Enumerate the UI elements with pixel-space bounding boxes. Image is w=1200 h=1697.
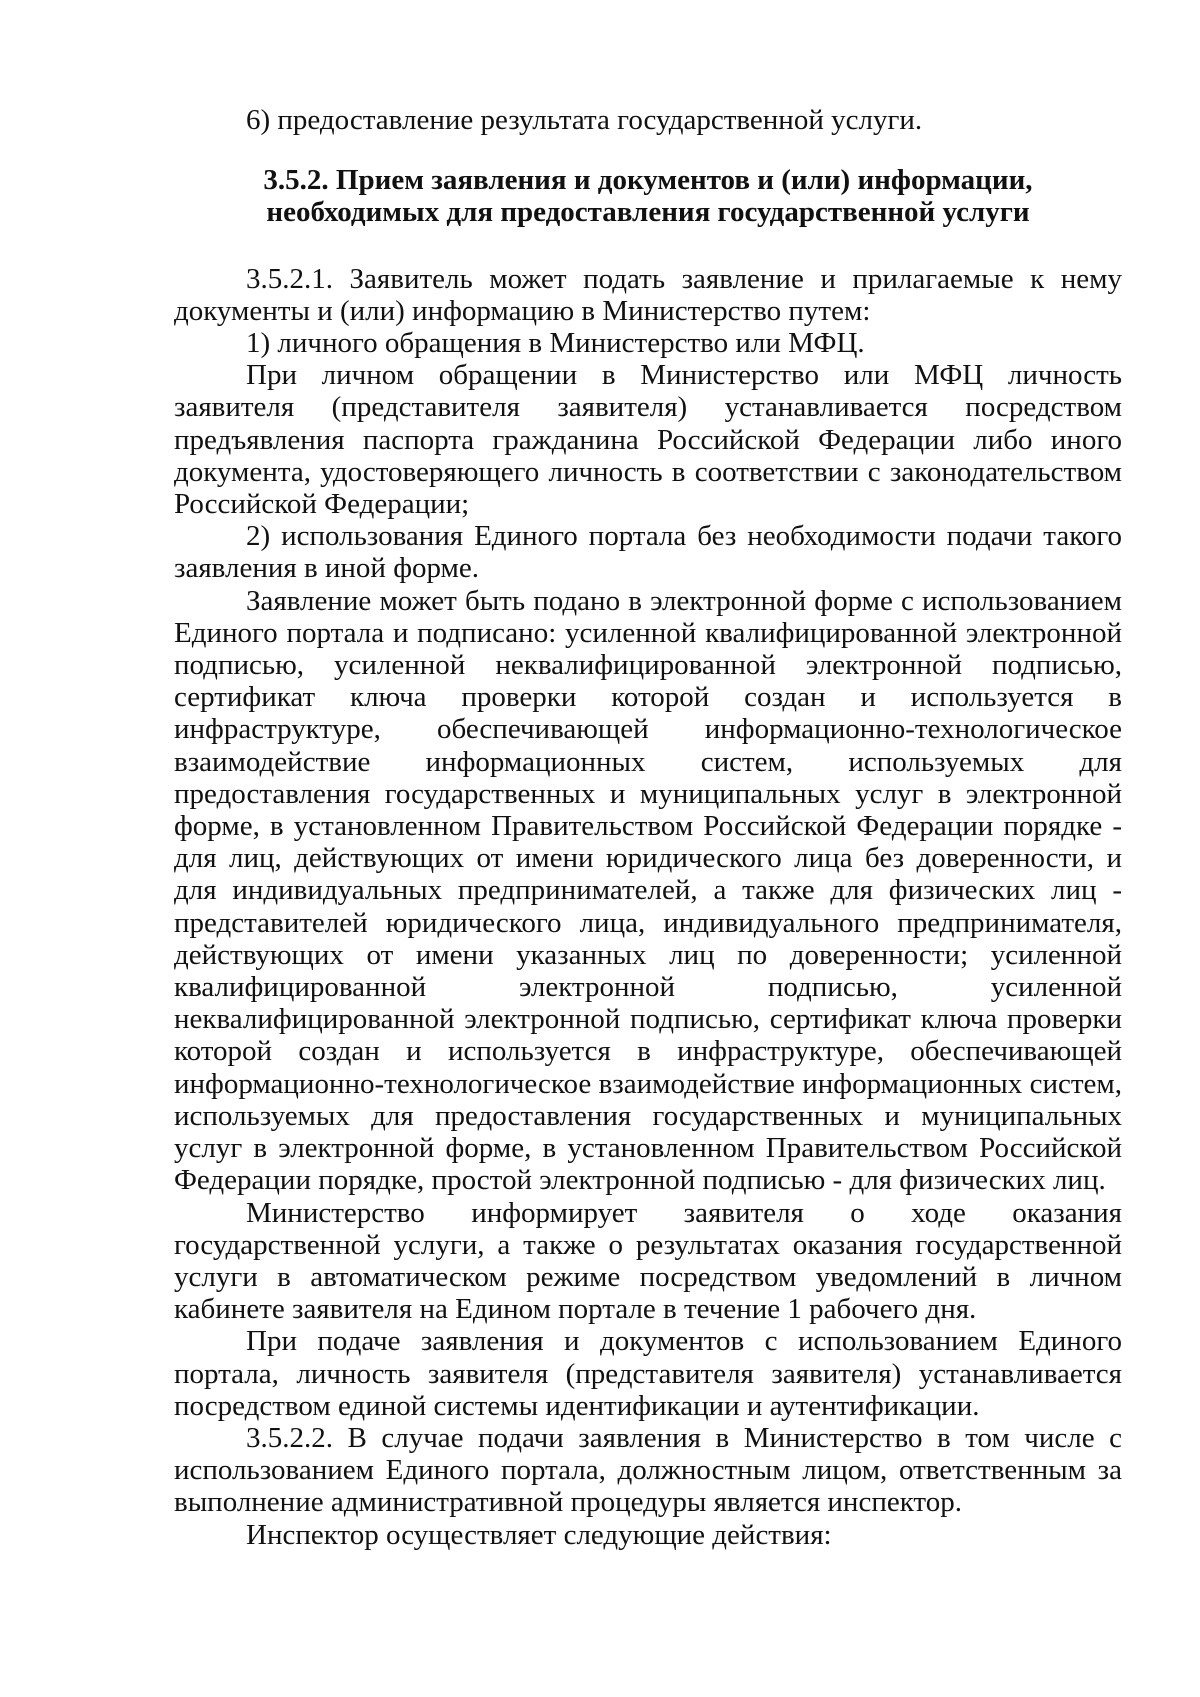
section-heading-3-5-2: 3.5.2. Прием заявления и документов и (или) информации, необходимых для предоставления государственной услуги: [263, 164, 1033, 229]
paragraph-3-5-2-2: 3.5.2.2. В случае подачи заявления в Министерство в том числе с использованием Единого портала, должностным лицом, ответственным за выполнение административной процедуры является инспектор.: [174, 1421, 1122, 1519]
list-item-personal-visit: 1) личного обращения в Министерство или МФЦ.: [246, 327, 865, 360]
paragraph-ministry-notification: Министерство информирует заявителя о ходе оказания государственной услуги, а также о результатах оказания государственной услуги в автоматическом режиме посредством уведомлений в личном кабинете заявителя на Едином портале в течение 1 рабочего дня.: [174, 1196, 1122, 1326]
paragraph-inspector-actions: Инспектор осуществляет следующие действия:: [246, 1518, 832, 1551]
paragraph-portal-identification: При подаче заявления и документов с использованием Единого портала, личность заявителя (представителя заявителя) устанавливается посредством единой системы идентификации и аутентификации.: [174, 1325, 1122, 1422]
paragraph-electronic-signature: Заявление может быть подано в электронной форме с использованием Единого портала и подписано: усиленной квалифицированной электронной подписью, усиленной неквалифицированной электронной подписью, сертификат ключа проверки которой создан и используется в инфраструктуре, обеспечивающей информационно-технологическое взаимодействие информационных систем, используемых для предоставления государственных и муниципальных услуг в электронной форме, в установленном Правительством Российской Федерации порядке - для лиц, действующих от имени юридического лица без доверенности, и для индивидуальных предпринимателей, а также для физических лиц - представителей юридического лица, индивидуального предпринимателя, действующих от имени указанных лиц по доверенности; усиленной квалифицированной электронной подписью, усиленной неквалифицированной электронной подписью, сертификат ключа проверки которой создан и используется в инфраструктуре, обеспечивающей информационно-технологическое взаимодействие информационных систем, используемых для предоставления государственных и муниципальных услуг в электронной форме, в установленном Правительством Российской Федерации порядке, простой электронной подписью - для физических лиц.: [174, 584, 1122, 1197]
paragraph-3-5-2-1: 3.5.2.1. Заявитель может подать заявление и прилагаемые к нему документы и (или) информацию в Министерство путем:: [174, 262, 1122, 327]
intro-item-6: 6) предоставление результата государственной услуги.: [246, 104, 923, 136]
list-item-unified-portal: 2) использования Единого портала без необходимости подачи такого заявления в иной форме.: [174, 520, 1122, 585]
document-page: [174, 104, 1122, 1551]
paragraph-identity-verification: При личном обращении в Министерство или МФЦ личность заявителя (представителя заявителя) устанавливается посредством предъявления паспорта гражданина Российской Федерации либо иного документа, удостоверяющего личность в соответствии с законодательством Российской Федерации;: [174, 359, 1122, 521]
